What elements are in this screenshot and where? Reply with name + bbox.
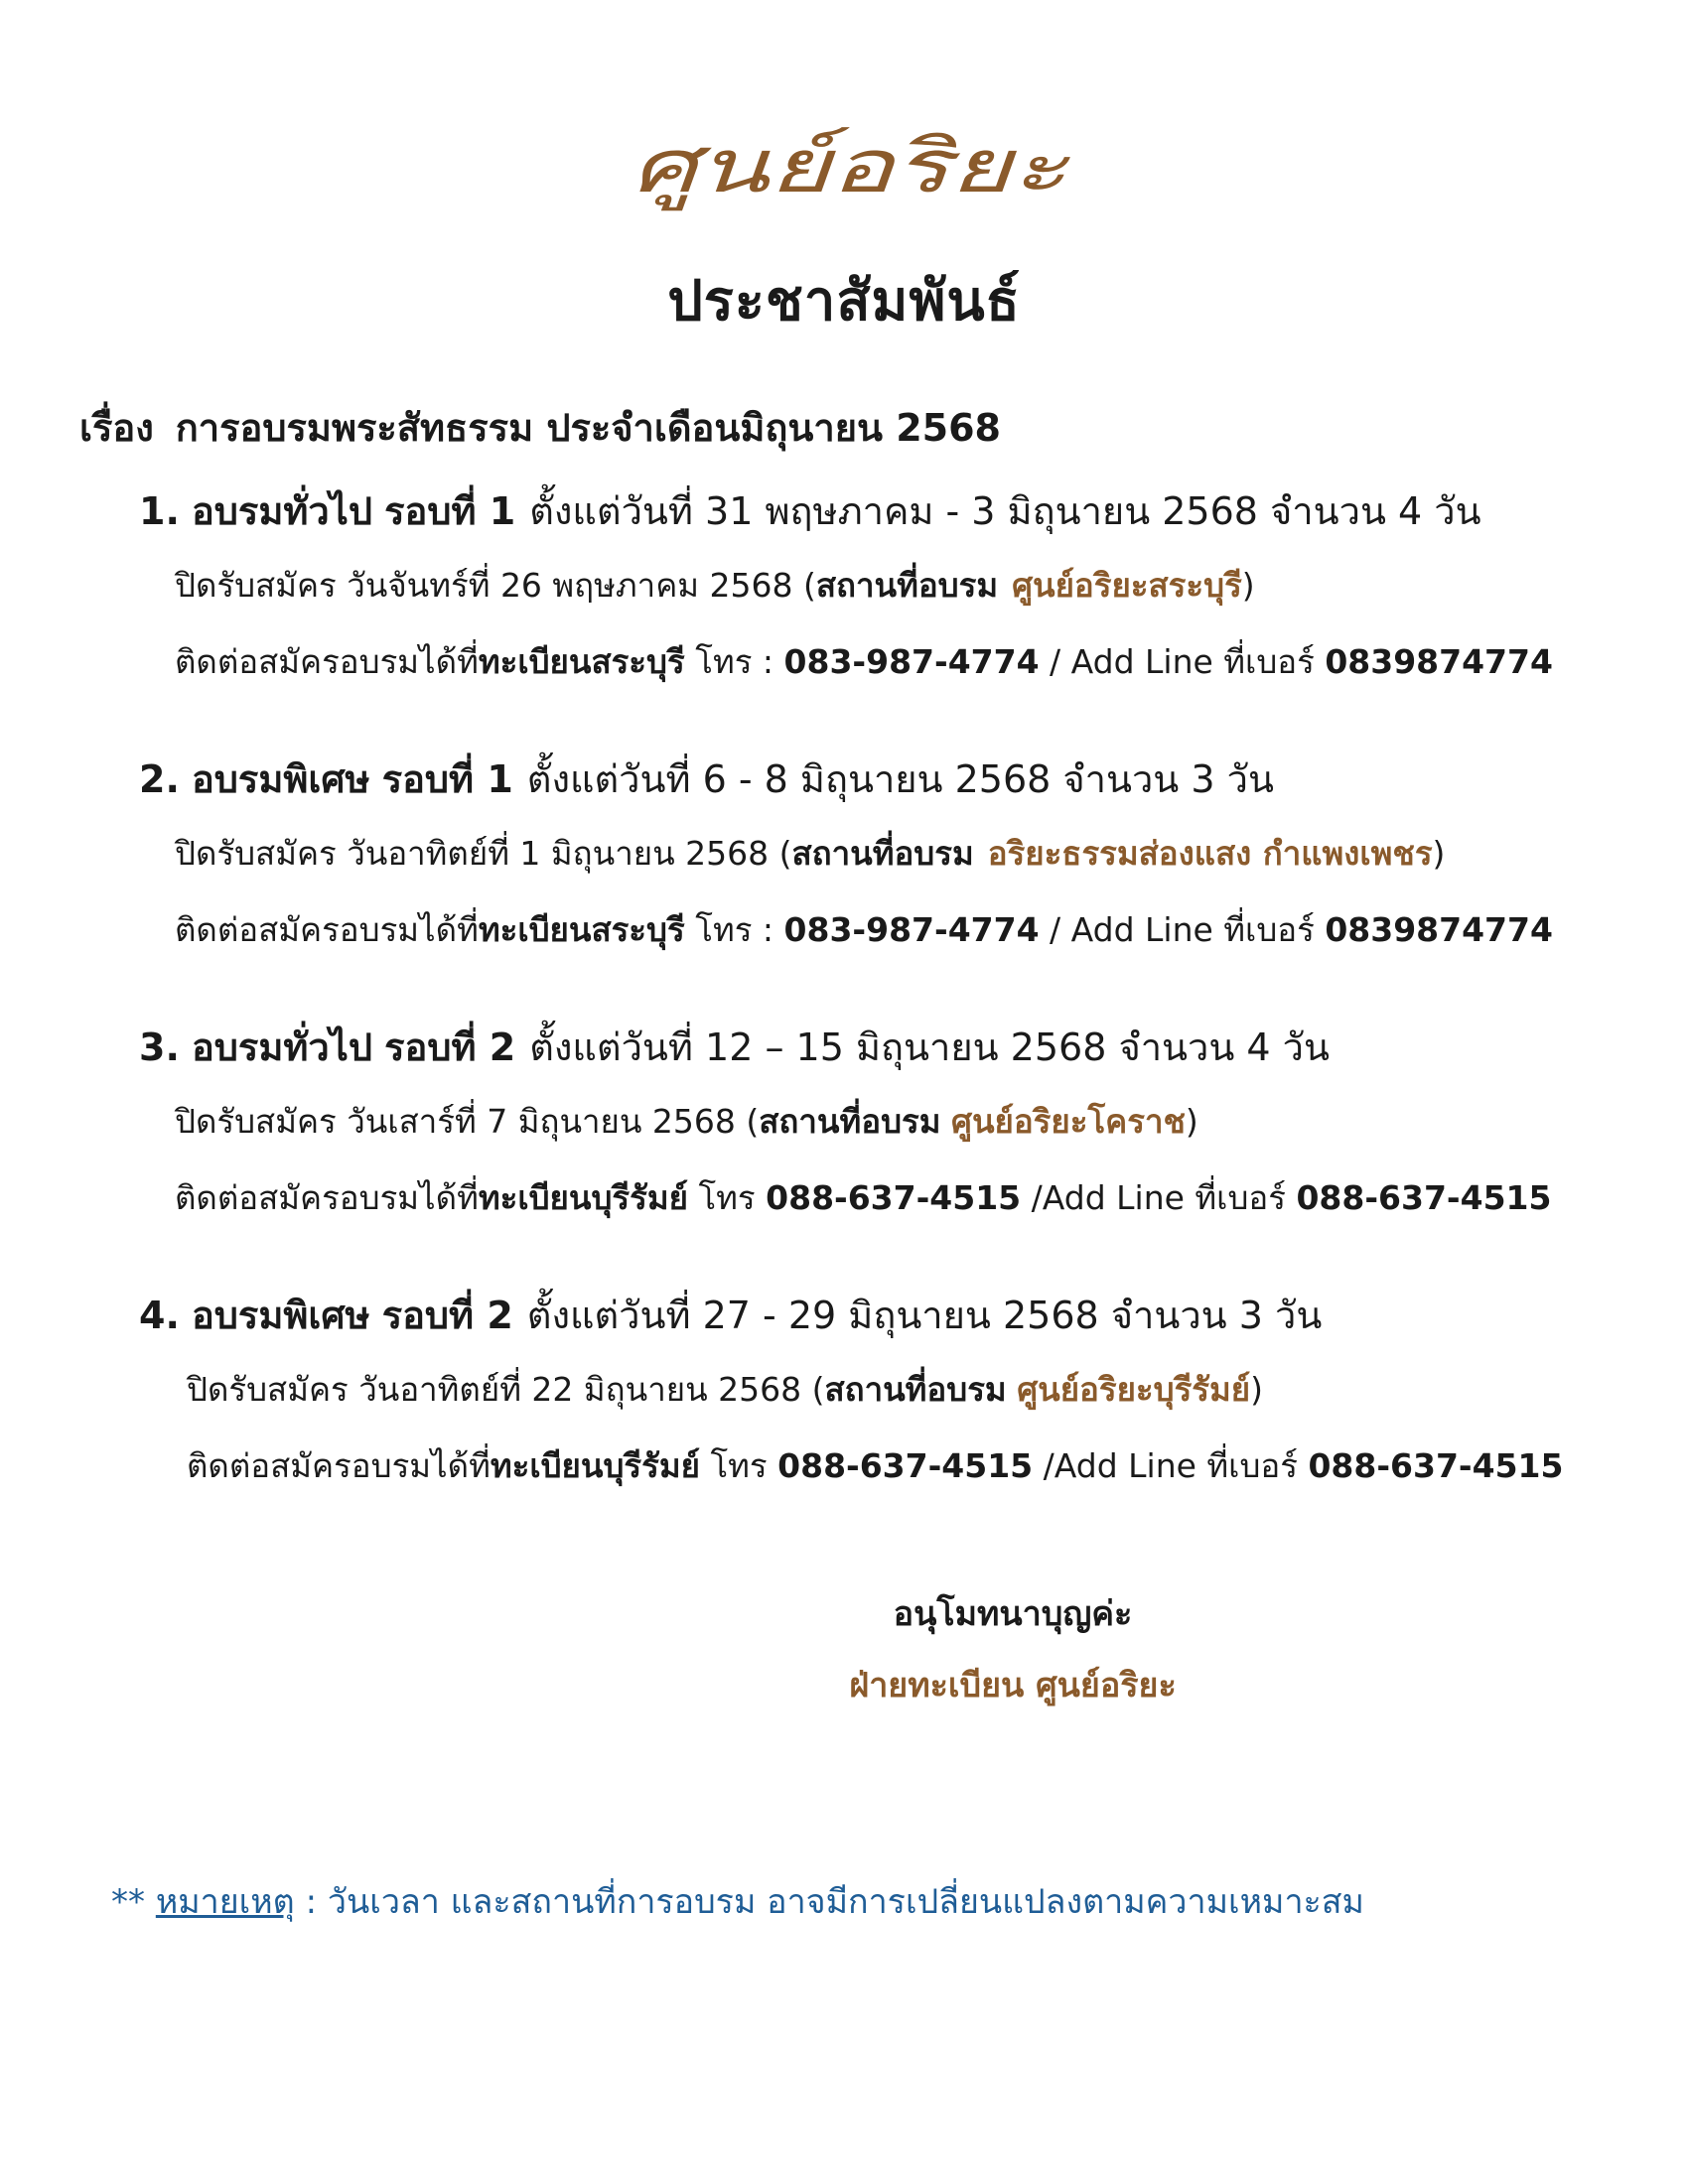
section-heading [139, 754, 1553, 832]
phone-number: 088-637-4515 [777, 1446, 1034, 1485]
training-section-1 [139, 486, 1553, 717]
registry-name: ทะเบียนบุรีรัมย์ [490, 1446, 700, 1485]
registration-close-line: ปิดรับสมัคร วันอาทิตย์ที่ 22 มิถุนายน 2568 (สถานที่อบรม ศูนย์อริยะบุรีรัมย์) [187, 1370, 1263, 1409]
registration-close-line: ปิดรับสมัคร วันอาทิตย์ที่ 1 มิถุนายน 2568 (สถานที่อบรม อริยะธรรมส่องแสง กำแพงเพชร) [175, 834, 1446, 873]
section-heading [139, 486, 1553, 564]
training-dates: ตั้งแต่วันที่ 12 – 15 มิถุนายน 2568 จำนวน 4 วัน [529, 1025, 1330, 1069]
contact-line [139, 640, 1553, 717]
line-id: 088-637-4515 [1296, 1178, 1552, 1217]
contact-line [139, 1176, 1551, 1253]
training-section-3 [139, 1023, 1551, 1253]
footnote [111, 1874, 1364, 1928]
subject-line [79, 397, 1001, 458]
contact-line [139, 1444, 1563, 1521]
training-section-4 [139, 1291, 1563, 1521]
training-round: รอบที่ 1 [384, 489, 516, 533]
footnote-text: วันเวลา และสถานที่การอบรม อาจมีการเปลี่ยนแปลงตามความเหมาะสม [327, 1882, 1364, 1922]
line-label: / Add Line ที่เบอร์ [1050, 910, 1315, 949]
training-dates: ตั้งแต่วันที่ 6 - 8 มิถุนายน 2568 จำนวน 3 วัน [526, 757, 1274, 801]
registry-name: ทะเบียนสระบุรี [478, 642, 685, 681]
phone-number: 083-987-4774 [783, 642, 1040, 681]
contact-line [139, 908, 1553, 985]
section-number: 4. [139, 1294, 180, 1337]
contact-prefix: ติดต่อสมัครอบรมได้ที่ [175, 1178, 479, 1217]
venue-name: ศูนย์อริยะบุรีรัมย์ [1017, 1370, 1251, 1409]
line-label: /Add Line ที่เบอร์ [1031, 1178, 1286, 1217]
section-number: 2. [139, 757, 180, 801]
contact-prefix: ติดต่อสมัครอบรมได้ที่ [175, 910, 479, 949]
phone-number: 083-987-4774 [783, 910, 1040, 949]
training-round: รอบที่ 1 [381, 757, 513, 801]
section-heading [139, 1023, 1551, 1100]
section-number: 3. [139, 1025, 180, 1069]
phone-label: โทร [710, 1446, 768, 1485]
closing-signature: ฝ่ายทะเบียน ศูนย์อริยะ [849, 1666, 1177, 1706]
registry-name: ทะเบียนสระบุรี [478, 910, 685, 949]
contact-prefix: ติดต่อสมัครอบรมได้ที่ [187, 1446, 491, 1485]
venue-label: สถานที่อบรม [815, 566, 999, 605]
training-dates: ตั้งแต่วันที่ 31 พฤษภาคม - 3 มิถุนายน 2568 จำนวน 4 วัน [529, 489, 1481, 533]
line-label: /Add Line ที่เบอร์ [1043, 1446, 1298, 1485]
line-id: 088-637-4515 [1308, 1446, 1564, 1485]
footnote-colon: : [305, 1882, 318, 1922]
closing-thanks: อนุโมทนาบุญค่ะ [893, 1594, 1133, 1634]
venue-name: ศูนย์อริยะสระบุรี [1012, 566, 1242, 605]
registry-name: ทะเบียนบุรีรัมย์ [478, 1178, 688, 1217]
section-heading [139, 1291, 1563, 1368]
venue-label: สถานที่อบรม [759, 1102, 941, 1141]
training-dates: ตั้งแต่วันที่ 27 - 29 มิถุนายน 2568 จำนวน 3 วัน [526, 1294, 1323, 1337]
training-type: อบรมพิเศษ [191, 757, 370, 801]
venue-name: อริยะธรรมส่องแสง กำแพงเพชร [987, 834, 1433, 873]
logo [616, 104, 1082, 223]
page-title: ประชาสัมพันธ์ [667, 269, 1021, 334]
registration-close-line: ปิดรับสมัคร วันเสาร์ที่ 7 มิถุนายน 2568 (สถานที่อบรม ศูนย์อริยะโคราช) [175, 1102, 1198, 1141]
contact-prefix: ติดต่อสมัครอบรมได้ที่ [175, 642, 479, 681]
line-id: 0839874774 [1325, 642, 1553, 681]
training-type: อบรมทั่วไป [191, 489, 373, 533]
training-type: อบรมพิเศษ [191, 1294, 370, 1337]
phone-number: 088-637-4515 [766, 1178, 1022, 1217]
phone-label: โทร : [695, 910, 774, 949]
registration-close: ปิดรับสมัคร วันจันทร์ที่ 26 พฤษภาคม 2568 ( [175, 566, 816, 605]
line-label: / Add Line ที่เบอร์ [1050, 642, 1315, 681]
training-round: รอบที่ 2 [381, 1294, 513, 1337]
training-section-2 [139, 754, 1553, 985]
phone-label: โทร [698, 1178, 756, 1217]
venue-label: สถานที่อบรม [824, 1370, 1007, 1409]
section-number: 1. [139, 489, 180, 533]
logo-text: ศูนย์อริยะ [631, 124, 937, 209]
training-type: อบรมทั่วไป [191, 1025, 373, 1069]
registration-close: ปิดรับสมัคร วันอาทิตย์ที่ 1 มิถุนายน 2568 ( [175, 834, 792, 873]
subject-label: เรื่อง [79, 406, 154, 450]
registration-close: ปิดรับสมัคร วันเสาร์ที่ 7 มิถุนายน 2568 ( [175, 1102, 760, 1141]
subject-text: การอบรมพระสัทธรรม ประจำเดือนมิถุนายน 2568 [175, 406, 1001, 450]
footnote-prefix: ** [111, 1882, 145, 1922]
registration-close-line: ปิดรับสมัคร วันจันทร์ที่ 26 พฤษภาคม 2568 (สถานที่อบรม ศูนย์อริยะสระบุรี) [175, 566, 1255, 605]
footnote-label: หมายเหตุ [155, 1882, 295, 1922]
venue-label: สถานที่อบรม [791, 834, 974, 873]
phone-label: โทร : [695, 642, 774, 681]
line-id: 0839874774 [1325, 910, 1553, 949]
venue-name: ศูนย์อริยะโคราช [951, 1102, 1186, 1141]
training-round: รอบที่ 2 [384, 1025, 516, 1069]
registration-close: ปิดรับสมัคร วันอาทิตย์ที่ 22 มิถุนายน 2568 ( [187, 1370, 825, 1409]
